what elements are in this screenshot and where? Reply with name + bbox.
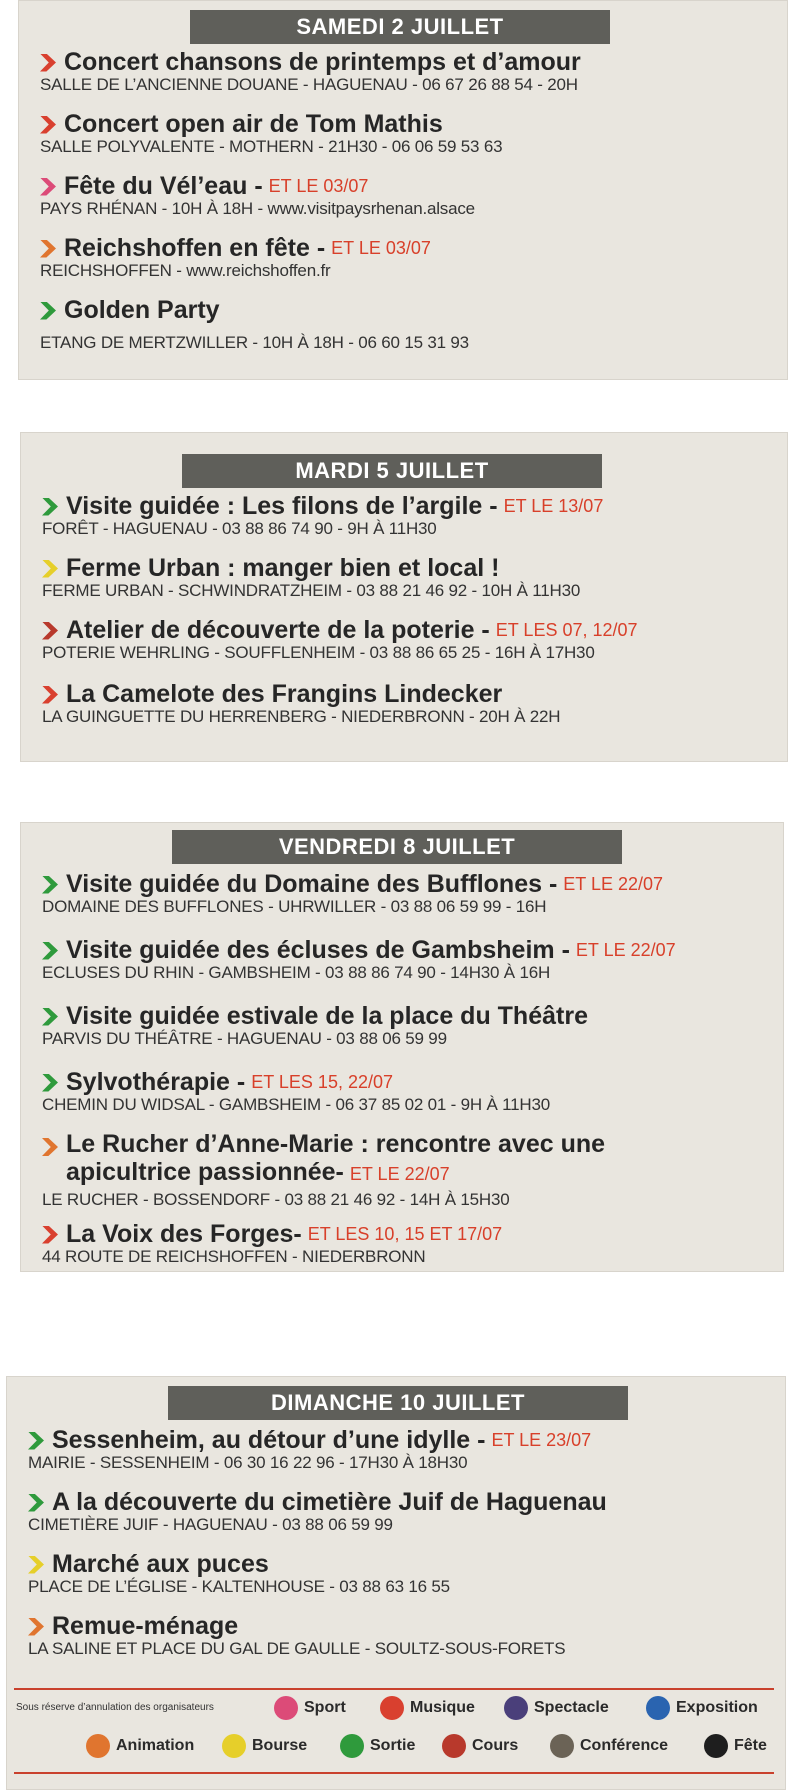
chevron-right-icon	[42, 686, 58, 704]
chevron-right-icon	[42, 498, 58, 516]
section-vendredi	[20, 822, 784, 1272]
event-title: Reichshoffen en fête -	[64, 234, 326, 262]
event-title: Concert open air de Tom Mathis	[64, 110, 443, 138]
chevron-right-icon	[42, 560, 58, 578]
bourse-dot-icon	[222, 1734, 246, 1758]
chevron-right-icon	[42, 1226, 58, 1244]
event-item	[40, 296, 778, 353]
legend-label: Sortie	[370, 1737, 416, 1754]
event-details: PLACE DE L’ÉGLISE - KALTENHOUSE - 03 88 63 16 55	[28, 1577, 450, 1596]
legend-item	[550, 1734, 668, 1758]
chevron-right-icon	[42, 1074, 58, 1092]
legend-label: Animation	[116, 1737, 195, 1754]
event-item	[28, 1426, 776, 1473]
event-item	[28, 1488, 776, 1535]
section-dimanche	[6, 1376, 786, 1790]
event-extra-dates: ET LES 15, 22/07	[251, 1072, 394, 1092]
legend-note: Sous réserve d’annulation des organisateurs	[16, 1702, 214, 1713]
legend-item	[274, 1696, 346, 1720]
sortie-dot-icon	[340, 1734, 364, 1758]
event-item	[42, 1220, 774, 1267]
event-item	[42, 1132, 774, 1210]
event-details: REICHSHOFFEN - www.reichshoffen.fr	[40, 261, 331, 280]
event-extra-dates: ET LES 10, 15 ET 17/07	[307, 1224, 503, 1244]
legend-label: Conférence	[580, 1737, 669, 1754]
legend-item	[504, 1696, 609, 1720]
event-item	[42, 492, 778, 539]
event-details: LA SALINE ET PLACE DU GAL DE GAULLE - SOULTZ-SOUS-FORETS	[28, 1639, 566, 1658]
cours-dot-icon	[442, 1734, 466, 1758]
legend-label: Bourse	[252, 1737, 308, 1754]
event-extra-dates: ET LE 22/07	[575, 940, 676, 960]
section-title: MARDI 5 JUILLET	[182, 454, 602, 488]
legend-item	[704, 1734, 767, 1758]
event-details: 44 ROUTE DE REICHSHOFFEN - NIEDERBRONN	[42, 1247, 426, 1266]
legend-item	[442, 1734, 518, 1758]
event-details: FERME URBAN - SCHWINDRATZHEIM - 03 88 21 46 92 - 10H À 11H30	[42, 581, 581, 600]
legend-item	[380, 1696, 475, 1720]
event-title: Golden Party	[64, 296, 220, 324]
event-item	[42, 554, 778, 601]
chevron-right-icon	[40, 116, 56, 134]
conference-dot-icon	[550, 1734, 574, 1758]
event-details: PAYS RHÉNAN - 10H À 18H - www.visitpaysrhenan.alsace	[40, 199, 475, 218]
sport-dot-icon	[274, 1696, 298, 1720]
event-details: LE RUCHER - BOSSENDORF - 03 88 21 46 92 - 14H À 15H30	[42, 1190, 510, 1209]
legend-label: Sport	[304, 1699, 346, 1716]
legend-item	[646, 1696, 758, 1720]
chevron-right-icon	[42, 942, 58, 960]
chevron-right-icon	[28, 1556, 44, 1574]
chevron-right-icon	[42, 622, 58, 640]
event-item	[42, 936, 774, 983]
chevron-right-icon	[40, 302, 56, 320]
event-details: LA GUINGUETTE DU HERRENBERG - NIEDERBRONN - 20H À 22H	[42, 707, 561, 726]
event-extra-dates: ET LE 03/07	[268, 176, 369, 196]
event-item	[42, 870, 774, 917]
fete-dot-icon	[704, 1734, 728, 1758]
chevron-right-icon	[28, 1494, 44, 1512]
event-item	[28, 1612, 776, 1659]
musique-dot-icon	[380, 1696, 404, 1720]
event-details: MAIRIE - SESSENHEIM - 06 30 16 22 96 - 17H30 À 18H30	[28, 1453, 468, 1472]
event-title: Visite guidée estivale de la place du Théâtre	[66, 1002, 588, 1030]
legend-item	[340, 1734, 415, 1758]
event-title: Concert chansons de printemps et d’amour	[64, 48, 581, 76]
chevron-right-icon	[40, 54, 56, 72]
event-title: Sessenheim, au détour d’une idylle -	[52, 1426, 486, 1454]
spectacle-dot-icon	[504, 1696, 528, 1720]
divider	[14, 1772, 774, 1774]
event-title: Ferme Urban : manger bien et local !	[66, 554, 500, 582]
legend-item	[86, 1734, 194, 1758]
event-extra-dates: ET LES 07, 12/07	[495, 620, 638, 640]
legend-item	[222, 1734, 307, 1758]
legend-label: Cours	[472, 1737, 519, 1754]
event-details: CHEMIN DU WIDSAL - GAMBSHEIM - 06 37 85 02 01 - 9H À 11H30	[42, 1095, 551, 1114]
event-title: Visite guidée des écluses de Gambsheim -	[66, 936, 570, 964]
event-details: SALLE DE L’ANCIENNE DOUANE - HAGUENAU - 06 67 26 88 54 - 20H	[40, 75, 578, 94]
event-details: CIMETIÈRE JUIF - HAGUENAU - 03 88 06 59 99	[28, 1515, 393, 1534]
event-title: Visite guidée : Les filons de l’argile -	[66, 492, 498, 520]
event-extra-dates: ET LE 22/07	[349, 1164, 450, 1184]
section-samedi	[18, 0, 788, 380]
event-item	[42, 1068, 774, 1115]
event-title: Marché aux puces	[52, 1550, 269, 1578]
section-title: DIMANCHE 10 JUILLET	[168, 1386, 628, 1420]
chevron-right-icon	[28, 1618, 44, 1636]
section-title: VENDREDI 8 JUILLET	[172, 830, 622, 864]
event-item	[40, 48, 778, 95]
section-title: SAMEDI 2 JUILLET	[190, 10, 610, 44]
legend-label: Fête	[734, 1737, 767, 1754]
event-title: La Camelote des Frangins Lindecker	[66, 680, 503, 708]
event-title: Fête du Vél’eau -	[64, 172, 263, 200]
legend-label: Spectacle	[534, 1699, 609, 1716]
legend-label: Musique	[410, 1699, 475, 1716]
event-extra-dates: ET LE 23/07	[491, 1430, 592, 1450]
event-item	[42, 1002, 774, 1049]
event-item	[40, 172, 778, 219]
event-details: PARVIS DU THÉÂTRE - HAGUENAU - 03 88 06 59 99	[42, 1029, 447, 1048]
event-item	[40, 234, 778, 281]
event-item	[42, 680, 778, 727]
event-details: ETANG DE MERTZWILLER - 10H À 18H - 06 60 15 31 93	[40, 333, 469, 352]
event-title: Atelier de découverte de la poterie -	[66, 616, 490, 644]
event-extra-dates: ET LE 22/07	[563, 874, 664, 894]
event-details: SALLE POLYVALENTE - MOTHERN - 21H30 - 06 06 59 53 63	[40, 137, 503, 156]
event-item	[42, 616, 778, 663]
event-title: Remue-ménage	[52, 1612, 239, 1640]
event-details: POTERIE WEHRLING - SOUFFLENHEIM - 03 88 86 65 25 - 16H À 17H30	[42, 643, 595, 662]
event-item	[28, 1550, 776, 1597]
animation-dot-icon	[86, 1734, 110, 1758]
legend-label: Exposition	[676, 1699, 758, 1716]
chevron-right-icon	[42, 1138, 58, 1156]
exposition-dot-icon	[646, 1696, 670, 1720]
event-details: DOMAINE DES BUFFLONES - UHRWILLER - 03 88 06 59 99 - 16H	[42, 897, 547, 916]
event-title: Le Rucher d’Anne-Marie : rencontre avec une apicultrice passionnée-	[66, 1130, 606, 1186]
chevron-right-icon	[40, 178, 56, 196]
event-extra-dates: ET LE 03/07	[331, 238, 431, 258]
event-details: FORÊT - HAGUENAU - 03 88 86 74 90 - 9H À 11H30	[42, 519, 437, 538]
event-title: La Voix des Forges-	[66, 1220, 302, 1248]
chevron-right-icon	[28, 1432, 44, 1450]
section-mardi	[20, 432, 788, 762]
event-title: Sylvothérapie -	[66, 1068, 246, 1096]
event-details: ECLUSES DU RHIN - GAMBSHEIM - 03 88 86 74 90 - 14H30 À 16H	[42, 963, 551, 982]
event-extra-dates: ET LE 13/07	[503, 496, 604, 516]
event-item	[40, 110, 778, 157]
event-title: A la découverte du cimetière Juif de Haguenau	[52, 1488, 607, 1516]
event-title: Visite guidée du Domaine des Bufflones -	[66, 870, 558, 898]
chevron-right-icon	[42, 1008, 58, 1026]
divider	[14, 1688, 774, 1690]
chevron-right-icon	[42, 876, 58, 894]
chevron-right-icon	[40, 240, 56, 258]
